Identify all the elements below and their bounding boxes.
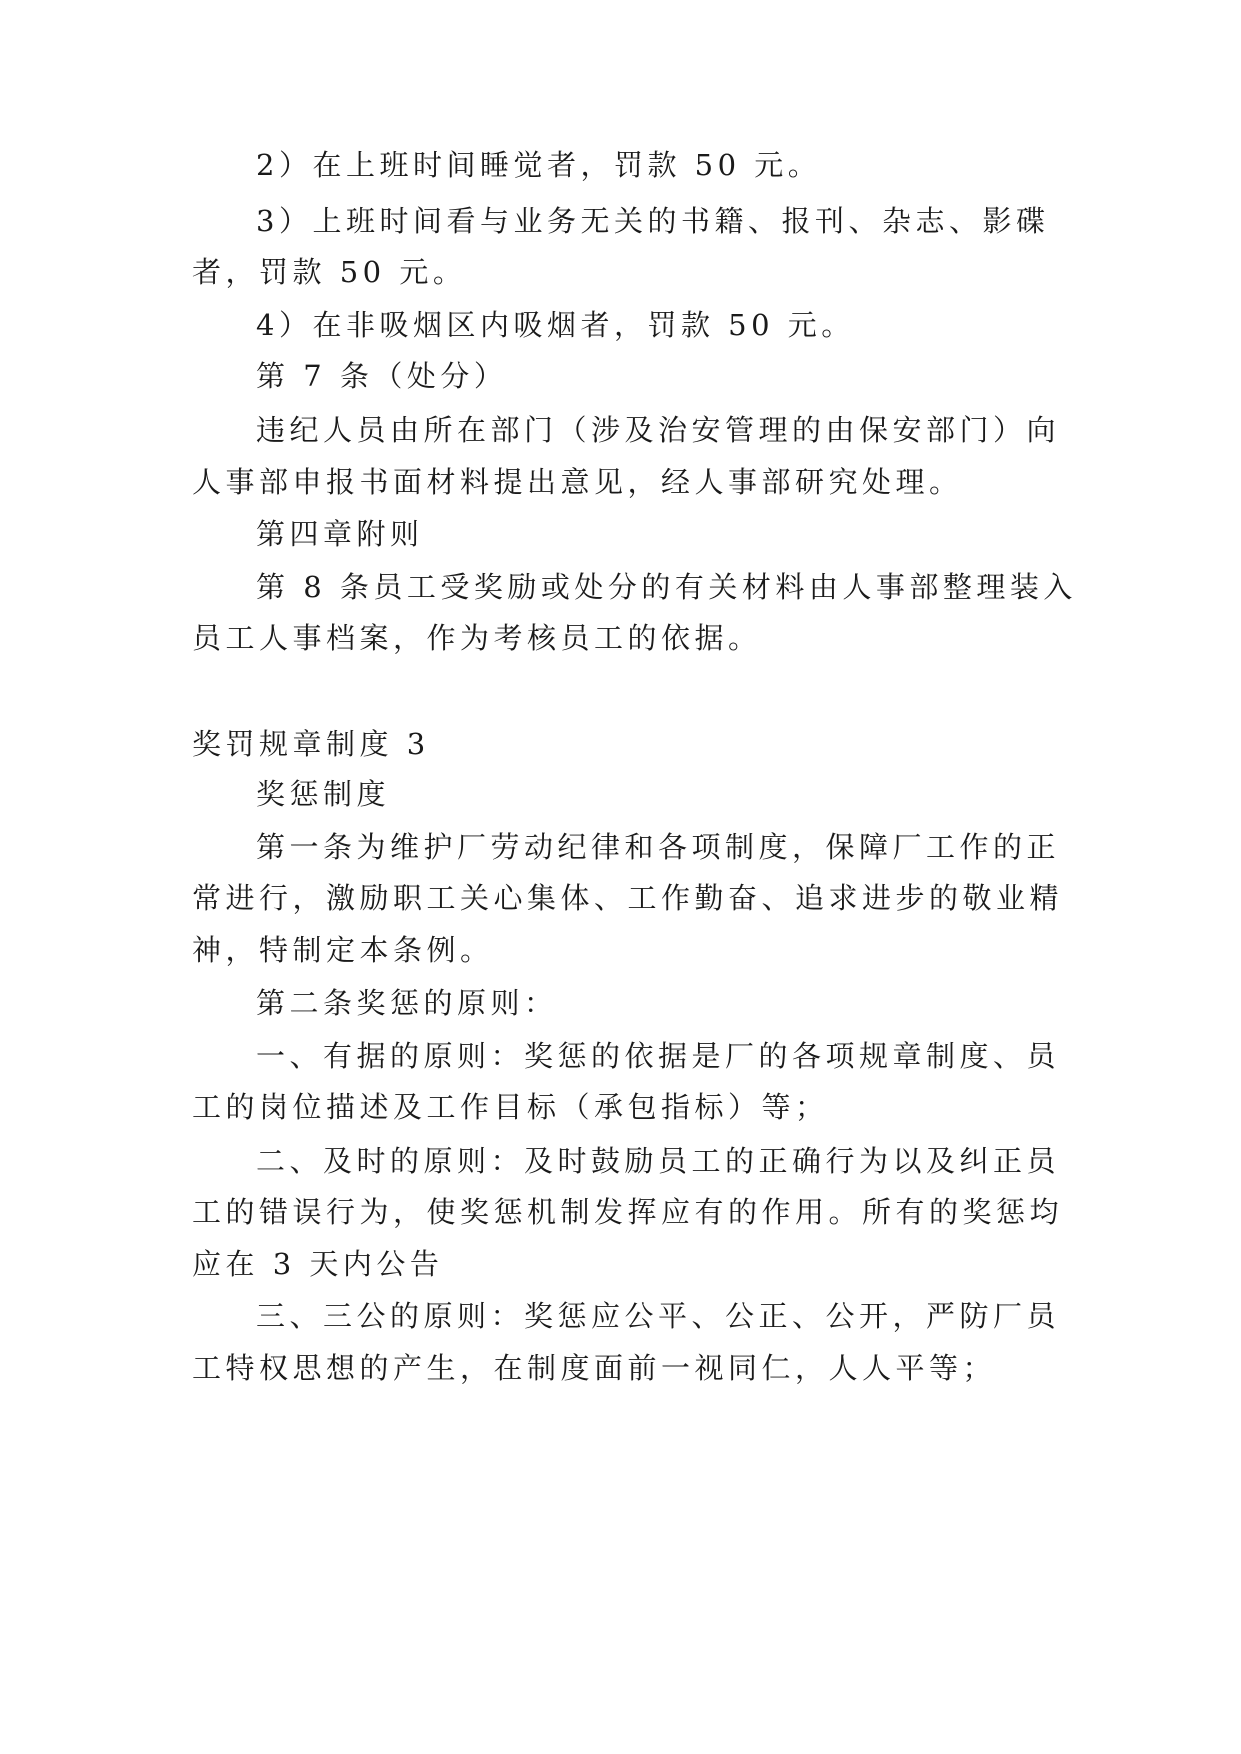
paragraph-line: 员工人事档案，作为考核员工的依据。 [192,621,762,655]
paragraph-line: 人事部申报书面材料提出意见，经人事部研究处理。 [192,465,963,499]
paragraph-line: 工的岗位描述及工作目标（承包指标）等； [192,1090,829,1124]
paragraph-line: 常进行，激励职工关心集体、工作勤奋、追求进步的敬业精 [192,881,1064,915]
paragraph-line: 三、三公的原则：奖惩应公平、公正、公开，严防厂员 [256,1299,1061,1333]
document-title: 奖罚规章制度 3 [192,727,430,761]
paragraph-line: 应在 3 天内公告 [192,1247,444,1281]
paragraph-line: 二、及时的原则：及时鼓励员工的正确行为以及纠正员 [256,1144,1061,1178]
paragraph-line: 者，罚款 50 元。 [192,255,467,289]
paragraph-line: 第二条奖惩的原则： [256,986,558,1020]
paragraph-line: 违纪人员由所在部门（涉及治安管理的由保安部门）向 [256,413,1061,447]
paragraph-line: 4）在非吸烟区内吸烟者，罚款 50 元。 [256,308,855,342]
paragraph-line: 工特权思想的产生，在制度面前一视同仁，人人平等； [192,1351,997,1385]
paragraph-line: 第 8 条员工受奖励或处分的有关材料由人事部整理装入 [256,570,1077,604]
paragraph-line: 3）上班时间看与业务无关的书籍、报刊、杂志、影碟 [256,204,1050,238]
paragraph-line: 2）在上班时间睡觉者，罚款 50 元。 [256,148,822,182]
paragraph-line: 一、有据的原则：奖惩的依据是厂的各项规章制度、员 [256,1039,1061,1073]
section-heading: 第 7 条（处分） [256,359,508,393]
paragraph-line: 工的错误行为，使奖惩机制发挥应有的作用。所有的奖惩均 [192,1195,1064,1229]
paragraph-line: 第一条为维护厂劳动纪律和各项制度，保障厂工作的正 [256,830,1061,864]
section-heading: 奖惩制度 [256,777,391,811]
paragraph-line: 神，特制定本条例。 [192,933,494,967]
chapter-heading: 第四章附则 [256,517,424,551]
